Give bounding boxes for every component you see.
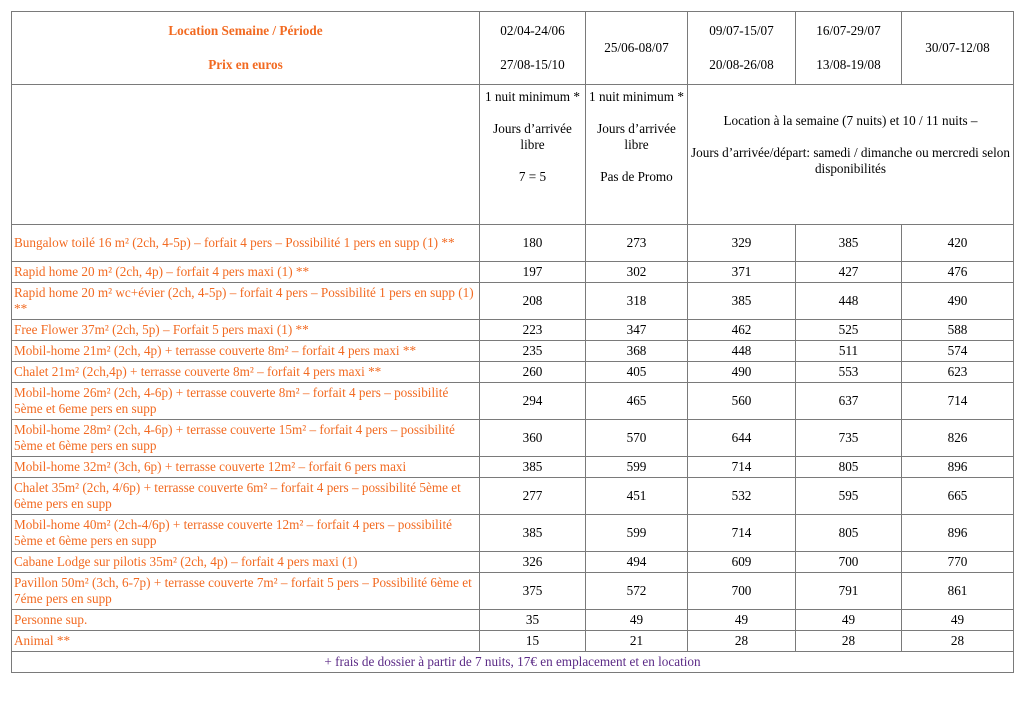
price-cell: 805 bbox=[796, 515, 902, 552]
price-cell: 326 bbox=[480, 552, 586, 573]
price-cell: 896 bbox=[902, 515, 1014, 552]
conditions-row bbox=[12, 85, 1014, 225]
period-header: 16/07-29/07 13/08-19/08 bbox=[796, 12, 902, 85]
price-cell: 405 bbox=[586, 362, 688, 383]
price-cell: 451 bbox=[586, 478, 688, 515]
price-cell: 28 bbox=[688, 631, 796, 652]
price-cell: 553 bbox=[796, 362, 902, 383]
price-cell: 700 bbox=[688, 573, 796, 610]
price-cell: 714 bbox=[902, 383, 1014, 420]
table-row bbox=[12, 631, 1014, 652]
price-cell: 588 bbox=[902, 320, 1014, 341]
period-header: 30/07-12/08 bbox=[902, 12, 1014, 85]
period-header: 25/06-08/07 bbox=[586, 12, 688, 85]
price-cell: 826 bbox=[902, 420, 1014, 457]
price-cell: 375 bbox=[480, 573, 586, 610]
accommodation-label: Mobil-home 21m² (2ch, 4p) + terrasse couverte 8m² – forfait 4 pers maxi ** bbox=[12, 341, 480, 362]
price-cell: 21 bbox=[586, 631, 688, 652]
price-cell: 329 bbox=[688, 225, 796, 262]
table-row bbox=[12, 225, 1014, 262]
price-cell: 896 bbox=[902, 457, 1014, 478]
price-cell: 644 bbox=[688, 420, 796, 457]
price-cell: 623 bbox=[902, 362, 1014, 383]
price-cell: 572 bbox=[586, 573, 688, 610]
price-cell: 385 bbox=[480, 457, 586, 478]
price-cell: 208 bbox=[480, 283, 586, 320]
accommodation-label: Mobil-home 32m² (3ch, 6p) + terrasse couverte 12m² – forfait 6 pers maxi bbox=[12, 457, 480, 478]
price-cell: 273 bbox=[586, 225, 688, 262]
price-cell: 490 bbox=[902, 283, 1014, 320]
price-cell: 49 bbox=[688, 610, 796, 631]
price-cell: 260 bbox=[480, 362, 586, 383]
table-row bbox=[12, 573, 1014, 610]
conditions-empty-cell bbox=[12, 85, 480, 225]
accommodation-label: Cabane Lodge sur pilotis 35m² (2ch, 4p) – forfait 4 pers maxi (1) bbox=[12, 552, 480, 573]
price-cell: 371 bbox=[688, 262, 796, 283]
table-row bbox=[12, 420, 1014, 457]
price-cell: 574 bbox=[902, 341, 1014, 362]
price-cell: 490 bbox=[688, 362, 796, 383]
table-row bbox=[12, 610, 1014, 631]
price-cell: 700 bbox=[796, 552, 902, 573]
price-cell: 294 bbox=[480, 383, 586, 420]
table-row bbox=[12, 515, 1014, 552]
price-cell: 560 bbox=[688, 383, 796, 420]
table-row bbox=[12, 283, 1014, 320]
table-row bbox=[12, 341, 1014, 362]
period-header: 02/04-24/06 27/08-15/10 bbox=[480, 12, 586, 85]
price-cell: 49 bbox=[796, 610, 902, 631]
conditions-weekly: Location à la semaine (7 nuits) et 10 / 11 nuits – Jours d’arrivée/départ: samedi / dimanche ou mercredi selon disponibilités bbox=[688, 85, 1014, 225]
price-cell: 427 bbox=[796, 262, 902, 283]
period-header: 09/07-15/07 20/08-26/08 bbox=[688, 12, 796, 85]
accommodation-label: Chalet 21m² (2ch,4p) + terrasse couverte 8m² – forfait 4 pers maxi ** bbox=[12, 362, 480, 383]
price-unit: Prix en euros bbox=[208, 57, 283, 72]
price-table bbox=[11, 11, 1014, 673]
accommodation-label: Rapid home 20 m² wc+évier (2ch, 4-5p) – forfait 4 pers – Possibilité 1 pers en supp (1) ** bbox=[12, 283, 480, 320]
price-cell: 599 bbox=[586, 457, 688, 478]
price-cell: 609 bbox=[688, 552, 796, 573]
header-title-cell bbox=[12, 12, 480, 85]
price-cell: 770 bbox=[902, 552, 1014, 573]
accommodation-label: Personne sup. bbox=[12, 610, 480, 631]
price-cell: 318 bbox=[586, 283, 688, 320]
footer-note: + frais de dossier à partir de 7 nuits, 17€ en emplacement et en location bbox=[12, 652, 1014, 673]
price-cell: 360 bbox=[480, 420, 586, 457]
price-cell: 368 bbox=[586, 341, 688, 362]
price-cell: 385 bbox=[688, 283, 796, 320]
price-cell: 448 bbox=[796, 283, 902, 320]
price-cell: 235 bbox=[480, 341, 586, 362]
table-row bbox=[12, 320, 1014, 341]
price-cell: 347 bbox=[586, 320, 688, 341]
price-cell: 197 bbox=[480, 262, 586, 283]
price-cell: 714 bbox=[688, 515, 796, 552]
price-cell: 277 bbox=[480, 478, 586, 515]
table-row bbox=[12, 478, 1014, 515]
price-cell: 35 bbox=[480, 610, 586, 631]
price-cell: 15 bbox=[480, 631, 586, 652]
accommodation-label: Mobil-home 40m² (2ch-4/6p) + terrasse couverte 12m² – forfait 4 pers – possibilité 5ème et 6ème pers en supp bbox=[12, 515, 480, 552]
accommodation-label: Mobil-home 28m² (2ch, 4-6p) + terrasse couverte 15m² – forfait 4 pers – possibilité 5ème et 6ème pers en supp bbox=[12, 420, 480, 457]
price-cell: 525 bbox=[796, 320, 902, 341]
accommodation-label: Pavillon 50m² (3ch, 6-7p) + terrasse couverte 7m² – forfait 5 pers – Possibilité 6ème et 7éme pers en supp bbox=[12, 573, 480, 610]
price-cell: 180 bbox=[480, 225, 586, 262]
header-row bbox=[12, 12, 1014, 85]
price-cell: 532 bbox=[688, 478, 796, 515]
accommodation-label: Chalet 35m² (2ch, 4/6p) + terrasse couverte 6m² – forfait 4 pers – possibilité 5ème et 6ème pers en supp bbox=[12, 478, 480, 515]
price-cell: 637 bbox=[796, 383, 902, 420]
table-row bbox=[12, 383, 1014, 420]
price-cell: 223 bbox=[480, 320, 586, 341]
price-cell: 494 bbox=[586, 552, 688, 573]
accommodation-label: Bungalow toilé 16 m² (2ch, 4-5p) – forfait 4 pers – Possibilité 1 pers en supp (1) ** bbox=[12, 225, 480, 262]
price-cell: 385 bbox=[480, 515, 586, 552]
price-cell: 599 bbox=[586, 515, 688, 552]
price-cell: 302 bbox=[586, 262, 688, 283]
price-cell: 665 bbox=[902, 478, 1014, 515]
table-row bbox=[12, 457, 1014, 478]
price-cell: 49 bbox=[902, 610, 1014, 631]
accommodation-label: Animal ** bbox=[12, 631, 480, 652]
price-cell: 861 bbox=[902, 573, 1014, 610]
conditions-col2: 1 nuit minimum * Jours d’arrivée libre Pas de Promo bbox=[586, 85, 688, 225]
price-cell: 49 bbox=[586, 610, 688, 631]
price-cell: 28 bbox=[796, 631, 902, 652]
price-cell: 791 bbox=[796, 573, 902, 610]
price-cell: 448 bbox=[688, 341, 796, 362]
footer-row bbox=[12, 652, 1014, 673]
table-row bbox=[12, 552, 1014, 573]
price-cell: 714 bbox=[688, 457, 796, 478]
price-cell: 570 bbox=[586, 420, 688, 457]
price-cell: 462 bbox=[688, 320, 796, 341]
price-cell: 385 bbox=[796, 225, 902, 262]
accommodation-label: Rapid home 20 m² (2ch, 4p) – forfait 4 pers maxi (1) ** bbox=[12, 262, 480, 283]
table-row bbox=[12, 362, 1014, 383]
price-cell: 420 bbox=[902, 225, 1014, 262]
price-cell: 465 bbox=[586, 383, 688, 420]
price-cell: 476 bbox=[902, 262, 1014, 283]
conditions-col1: 1 nuit minimum * Jours d’arrivée libre 7 = 5 bbox=[480, 85, 586, 225]
price-cell: 511 bbox=[796, 341, 902, 362]
accommodation-label: Free Flower 37m² (2ch, 5p) – Forfait 5 pers maxi (1) ** bbox=[12, 320, 480, 341]
price-cell: 595 bbox=[796, 478, 902, 515]
price-cell: 735 bbox=[796, 420, 902, 457]
price-cell: 805 bbox=[796, 457, 902, 478]
table-title: Location Semaine / Période bbox=[168, 23, 323, 38]
table-row bbox=[12, 262, 1014, 283]
accommodation-label: Mobil-home 26m² (2ch, 4-6p) + terrasse couverte 8m² – forfait 4 pers – possibilité 5ème et 6eme pers en supp bbox=[12, 383, 480, 420]
price-cell: 28 bbox=[902, 631, 1014, 652]
